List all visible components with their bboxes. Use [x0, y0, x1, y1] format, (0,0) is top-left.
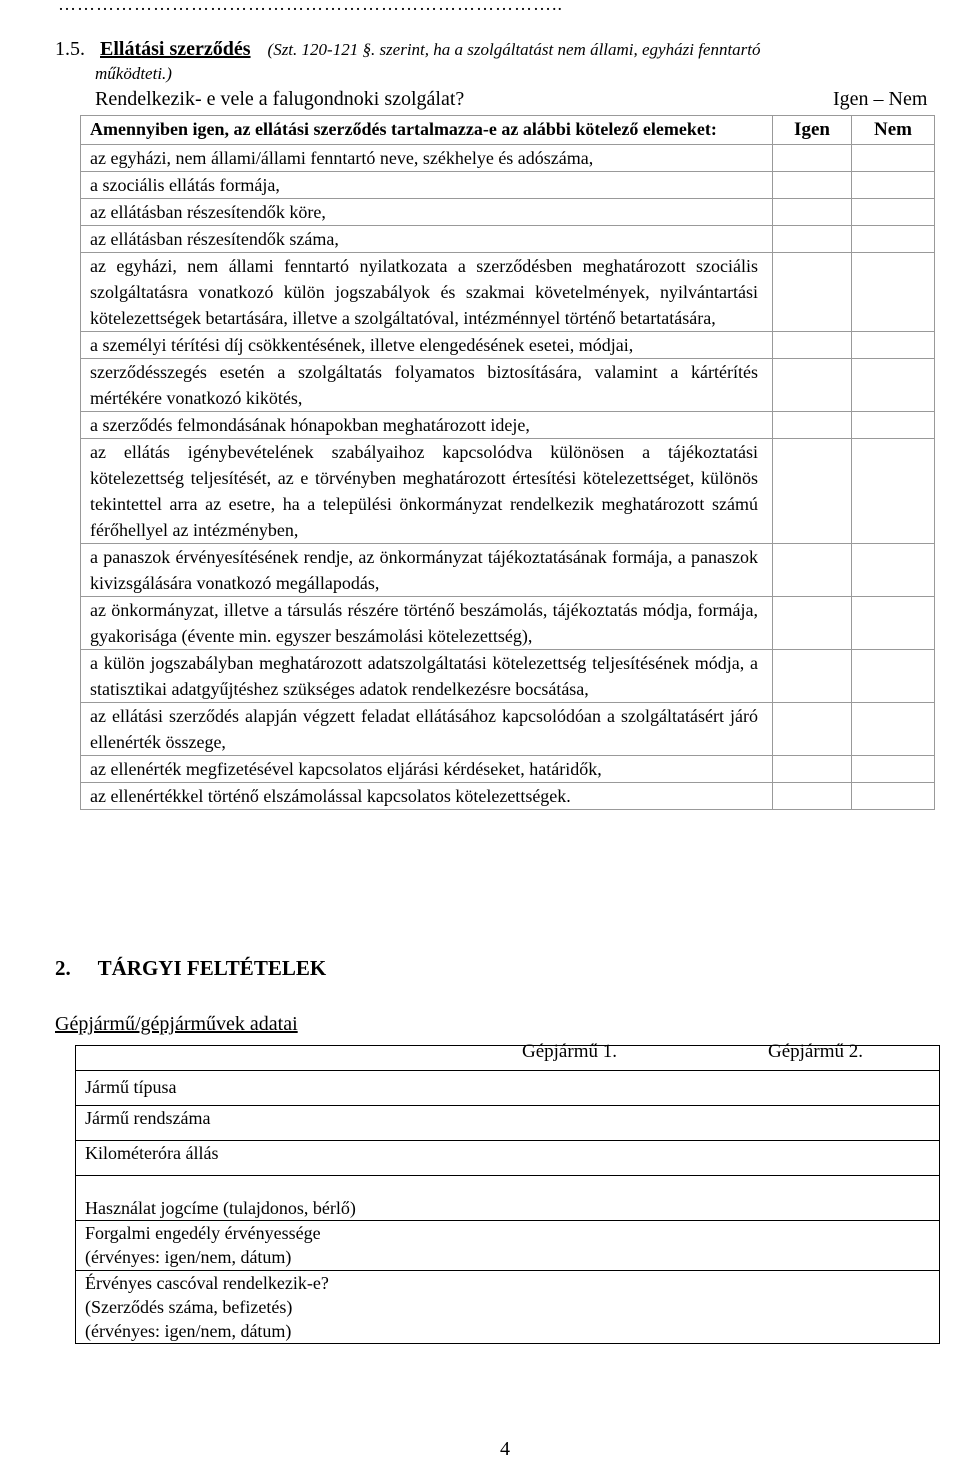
vehicle-field-label	[76, 1106, 511, 1141]
section-number: 2.	[55, 956, 71, 980]
answer-cell-no[interactable]	[852, 703, 935, 756]
answer-options-header: Igen – Nem	[833, 88, 928, 110]
table-row	[81, 439, 935, 544]
answer-cell-no[interactable]	[852, 332, 935, 359]
answer-cell-no[interactable]	[852, 253, 935, 332]
table-row	[81, 756, 935, 783]
table-row	[81, 544, 935, 597]
answer-cell-no[interactable]	[852, 226, 935, 253]
answer-cell-yes[interactable]	[773, 253, 852, 332]
answer-cell-yes[interactable]	[773, 783, 852, 810]
table-header-row	[81, 116, 935, 145]
section-note-continuation: működteti.)	[95, 64, 172, 83]
requirement-text: az ellátásban részesítendők köre,	[81, 199, 773, 226]
answer-cell-yes[interactable]	[773, 412, 852, 439]
page-number: 4	[500, 1438, 510, 1460]
table-top-spacer-row	[76, 1046, 940, 1071]
answer-cell-yes[interactable]	[773, 145, 852, 172]
answer-cell-yes[interactable]	[773, 597, 852, 650]
vehicle-2-column-header: Gépjármű 2.	[768, 1041, 863, 1062]
requirement-text: a panaszok érvényesítésének rendje, az önkormányzat tájékoztatásának formája, a panaszok kivizsgálására vonatkozó megállapodás,	[81, 544, 773, 597]
label-line: (érvényes: igen/nem, dátum)	[85, 1321, 292, 1341]
section-title: Ellátási szerződés	[100, 38, 251, 60]
table-cell	[76, 1046, 511, 1071]
vehicle-field-label	[76, 1176, 511, 1221]
table-row	[76, 1176, 940, 1221]
label-line: Jármű rendszáma	[85, 1108, 211, 1128]
table-row	[81, 199, 935, 226]
section-note: (Szt. 120-121 §. szerint, ha a szolgáltatást nem állami, egyházi fenntartó	[267, 40, 761, 59]
answer-cell-yes[interactable]	[773, 332, 852, 359]
section-number: 1.5.	[55, 38, 85, 60]
table-row	[76, 1141, 940, 1176]
answer-cell-yes[interactable]	[773, 172, 852, 199]
section-title: TÁRGYI FELTÉTELEK	[97, 956, 327, 980]
label-line: (érvényes: igen/nem, dátum)	[85, 1247, 292, 1267]
label-line: Használat jogcíme (tulajdonos, bérlő)	[85, 1198, 356, 1218]
answer-cell-yes[interactable]	[773, 199, 852, 226]
answer-cell-no[interactable]	[852, 756, 935, 783]
column-header-yes: Igen	[773, 116, 852, 145]
answer-cell-yes[interactable]	[773, 226, 852, 253]
vehicle-value-cell[interactable]	[510, 1221, 940, 1271]
table-row	[76, 1071, 940, 1106]
table-row	[81, 172, 935, 199]
answer-cell-no[interactable]	[852, 544, 935, 597]
answer-cell-no[interactable]	[852, 359, 935, 412]
label-line: Érvényes cascóval rendelkezik-e?	[85, 1273, 329, 1293]
requirement-text: az ellátás igénybevételének szabályaihoz kapcsolódva különösen a tájékoztatási kötelezettség teljesítését, az e törvényben meghatározott értesítési kötelezettséget, különös tekintettel arra az esetre, ha a települési önkormányzat rendelkezik meghatározott számú férőhellyel az intézményben,	[81, 439, 773, 544]
answer-cell-no[interactable]	[852, 650, 935, 703]
column-header-no: Nem	[852, 116, 935, 145]
vehicle-field-label	[76, 1221, 511, 1271]
requirement-text: a szerződés felmondásának hónapokban meghatározott ideje,	[81, 412, 773, 439]
vehicle-1-column-header: Gépjármű 1.	[522, 1041, 617, 1062]
question-text: Rendelkezik- e vele a falugondnoki szolgálat?	[95, 88, 465, 110]
table-cell	[510, 1046, 940, 1071]
table-row	[81, 145, 935, 172]
requirement-text: az önkormányzat, illetve a társulás részére történő beszámolás, tájékoztatás módja, formája, gyakorisága (évente min. egyszer beszámolási kötelezettség),	[81, 597, 773, 650]
answer-cell-no[interactable]	[852, 172, 935, 199]
table-row	[81, 226, 935, 253]
vehicle-field-label	[76, 1071, 511, 1106]
section-2-heading	[55, 956, 326, 981]
answer-cell-no[interactable]	[852, 412, 935, 439]
header-dotted-line: ……………………………………………………………………..	[58, 0, 563, 14]
answer-cell-no[interactable]	[852, 439, 935, 544]
table-row	[81, 597, 935, 650]
requirement-text: a személyi térítési díj csökkentésének, illetve elengedésének esetei, módjai,	[81, 332, 773, 359]
answer-cell-yes[interactable]	[773, 756, 852, 783]
table-row	[81, 253, 935, 332]
answer-cell-yes[interactable]	[773, 359, 852, 412]
table-row	[76, 1221, 940, 1271]
answer-cell-no[interactable]	[852, 783, 935, 810]
answer-cell-yes[interactable]	[773, 650, 852, 703]
section-1-heading	[55, 38, 761, 61]
answer-cell-yes[interactable]	[773, 544, 852, 597]
table-row	[81, 783, 935, 810]
label-line: (Szerződés száma, befizetés)	[85, 1297, 293, 1317]
answer-cell-yes[interactable]	[773, 439, 852, 544]
table-row	[81, 703, 935, 756]
vehicle-value-cell[interactable]	[510, 1106, 940, 1141]
requirement-text: az egyházi, nem állami fenntartó nyilatkozata a szerződésben meghatározott szociális szolgáltatásra vonatkozó külön jogszabályok és szakmai követelmények, nyilvántartási kötelezettségek betartására, illetve a szolgáltatóval, intézménnyel történő betartatására,	[81, 253, 773, 332]
requirement-text: az ellenérték megfizetésével kapcsolatos eljárási kérdéseket, határidők,	[81, 756, 773, 783]
requirement-text: az ellenértékkel történő elszámolással kapcsolatos kötelezettségek.	[81, 783, 773, 810]
vehicle-value-cell[interactable]	[510, 1271, 940, 1344]
answer-cell-no[interactable]	[852, 597, 935, 650]
requirement-text: szerződésszegés esetén a szolgáltatás folyamatos biztosítására, valamint a kártérítés mértékére vonatkozó kikötés,	[81, 359, 773, 412]
answer-cell-no[interactable]	[852, 145, 935, 172]
label-line: Kilométeróra állás	[85, 1143, 219, 1163]
label-line: Forgalmi engedély érvényessége	[85, 1223, 321, 1243]
vehicle-value-cell[interactable]	[510, 1071, 940, 1106]
requirement-text: az egyházi, nem állami/állami fenntartó neve, székhelye és adószáma,	[81, 145, 773, 172]
table-row	[81, 332, 935, 359]
table-row	[76, 1106, 940, 1141]
vehicle-data-table	[75, 1045, 940, 1344]
contract-elements-table	[80, 115, 935, 810]
vehicle-value-cell[interactable]	[510, 1176, 940, 1221]
vehicle-value-cell[interactable]	[510, 1141, 940, 1176]
answer-cell-no[interactable]	[852, 199, 935, 226]
requirement-text: a külön jogszabályban meghatározott adatszolgáltatási kötelezettség teljesítésének módja, a statisztikai adatgyűjtéshez szükséges adatok rendelkezésre bocsátása,	[81, 650, 773, 703]
label-line: Jármű típusa	[85, 1077, 177, 1097]
requirement-text: az ellátásban részesítendők száma,	[81, 226, 773, 253]
requirement-text: a szociális ellátás formája,	[81, 172, 773, 199]
table-row	[81, 412, 935, 439]
table-row	[81, 650, 935, 703]
table-row	[81, 359, 935, 412]
vehicle-field-label	[76, 1271, 511, 1344]
table-row	[76, 1271, 940, 1344]
answer-cell-yes[interactable]	[773, 703, 852, 756]
vehicle-field-label	[76, 1141, 511, 1176]
vehicle-data-subtitle: Gépjármű/gépjárművek adatai	[55, 1013, 298, 1035]
table-header-text: Amennyiben igen, az ellátási szerződés tartalmazza-e az alábbi kötelező elemeket:	[81, 116, 773, 145]
requirement-text: az ellátási szerződés alapján végzett feladat ellátásához kapcsolódóan a szolgáltatásért járó ellenérték összege,	[81, 703, 773, 756]
